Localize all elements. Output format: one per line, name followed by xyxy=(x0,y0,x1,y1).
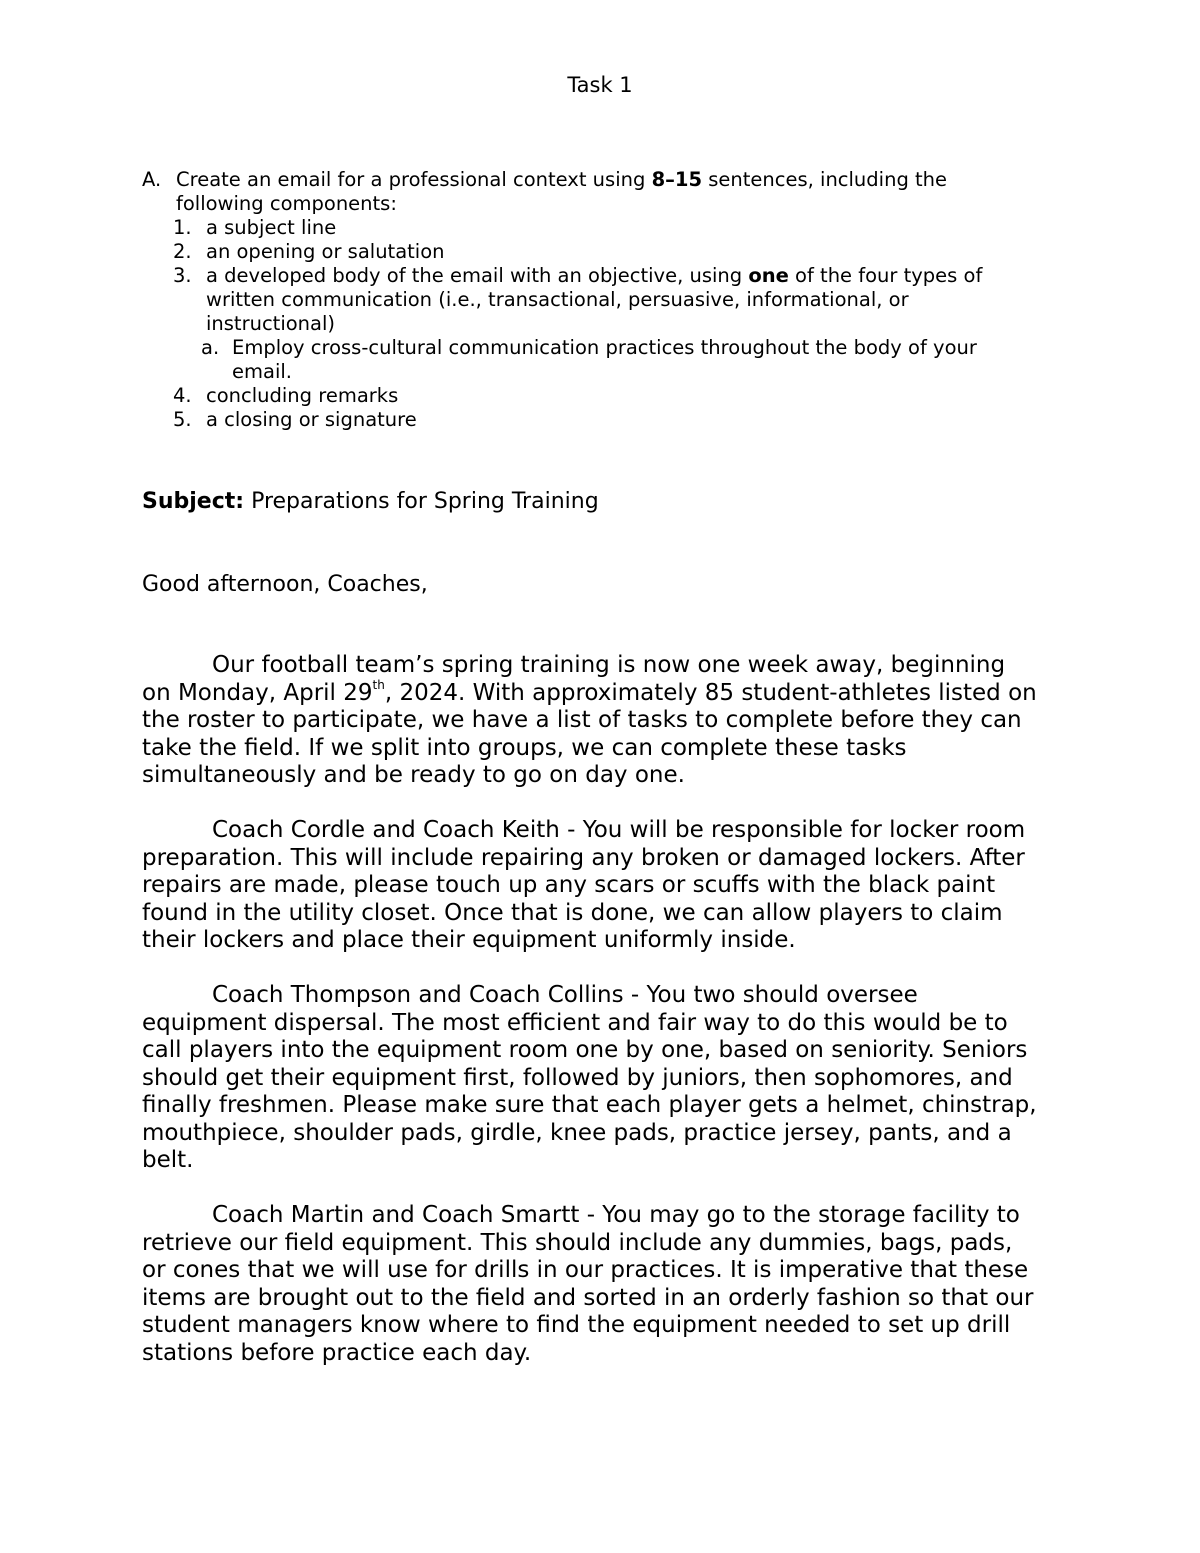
paragraph-line: student managers know where to find the equipment needed to set up drill xyxy=(142,1312,1011,1338)
paragraph-line: Coach Cordle and Coach Keith - You will be responsible for locker room xyxy=(212,817,1026,843)
subject-label: Subject: xyxy=(142,489,245,514)
paragraph-line: take the field. If we split into groups, we can complete these tasks xyxy=(142,734,907,761)
paragraph-line: found in the utility closet. Once that is done, we can allow players to claim xyxy=(142,899,1003,926)
paragraph-line: belt. xyxy=(142,1147,194,1173)
list-item-text: a developed body of the email with an objective, using xyxy=(206,264,749,287)
list-item-text: an opening or salutation xyxy=(206,240,445,263)
sub-list-item-text: Employ cross-cultural communication practices throughout the body of your xyxy=(232,336,977,359)
paragraph-line: mouthpiece, shoulder pads, girdle, knee pads, practice jersey, pants, and a xyxy=(142,1119,1012,1146)
list-item xyxy=(142,408,1042,432)
paragraph-line: Coach Thompson and Coach Collins - You two should oversee xyxy=(212,982,918,1008)
list-item-continued xyxy=(142,312,1042,336)
instruction-text: sentences, including the xyxy=(702,168,948,191)
list-item xyxy=(142,384,1042,408)
line-text: on Monday, April 29 xyxy=(142,679,373,706)
paragraph-line: stations before practice each day. xyxy=(142,1339,532,1366)
list-item xyxy=(142,240,1042,264)
list-item-text: a closing or signature xyxy=(206,408,417,431)
sub-list-item-text: email. xyxy=(232,360,292,383)
paragraph-line: the roster to participate, we have a list of tasks to complete before they can xyxy=(142,707,1022,733)
list-item-text: written communication (i.e., transactional, persuasive, informational, or xyxy=(206,288,909,311)
paragraph-line: finally freshmen. Please make sure that each player gets a helmet, chinstrap, xyxy=(142,1092,1037,1118)
email-greeting: Good afternoon, Coaches, xyxy=(142,572,428,597)
emphasis-text: one xyxy=(748,264,789,287)
ordinal-suffix: th xyxy=(372,677,385,692)
list-item xyxy=(142,216,1042,240)
paragraph-line: preparation. This will include repairing any broken or damaged lockers. After xyxy=(142,844,1025,871)
paragraph-line: should get their equipment first, followed by juniors, then sophomores, and xyxy=(142,1064,1013,1091)
sentence-count: 8–15 xyxy=(651,168,703,191)
paragraph-line: items are brought out to the field and sorted in an orderly fashion so that our xyxy=(142,1284,1034,1311)
line-text: , 2024. With approximately 85 student-athletes listed on xyxy=(384,679,1037,706)
instruction-item-a xyxy=(142,168,1042,192)
paragraph-line: retrieve our field equipment. This should include any dummies, bags, pads, xyxy=(142,1229,1013,1256)
list-marker: 3. xyxy=(173,264,192,287)
email-subject xyxy=(142,487,599,517)
list-marker: 4. xyxy=(173,384,192,407)
paragraph-line: Coach Martin and Coach Smartt - You may go to the storage facility to xyxy=(212,1202,1020,1228)
paragraph-line: simultaneously and be ready to go on day one. xyxy=(142,762,685,788)
sub-list-item xyxy=(142,336,1042,360)
paragraph-line xyxy=(142,677,1072,708)
list-item xyxy=(142,264,1042,288)
list-marker: 2. xyxy=(173,240,192,263)
list-marker: a. xyxy=(201,336,220,359)
list-item-continued xyxy=(142,288,1042,312)
paragraph-line: repairs are made, please touch up any scars or scuffs with the black paint xyxy=(142,872,996,898)
email-paragraph-intro xyxy=(142,652,1072,790)
page-title: Task 1 xyxy=(567,73,633,97)
paragraph-line: Our football team’s spring training is now one week away, beginning xyxy=(212,652,1006,678)
email-paragraph-field-equipment xyxy=(142,1202,1072,1367)
sub-list-item-continued xyxy=(142,360,1042,384)
instruction-item-a-continued xyxy=(142,192,1042,216)
paragraph-line: call players into the equipment room one by one, based on seniority. Seniors xyxy=(142,1037,1028,1063)
task-instructions xyxy=(142,168,1042,432)
paragraph-line: their lockers and place their equipment uniformly inside. xyxy=(142,927,796,953)
list-item-text: concluding remarks xyxy=(206,384,399,407)
instruction-text: following components: xyxy=(176,192,397,215)
list-item-text: instructional) xyxy=(206,312,336,335)
list-marker: 1. xyxy=(173,216,192,239)
email-paragraph-locker-room xyxy=(142,817,1072,955)
instruction-text: Create an email for a professional context using xyxy=(176,168,652,191)
paragraph-line: equipment dispersal. The most efficient and fair way to do this would be to xyxy=(142,1009,1008,1036)
list-item-text: a subject line xyxy=(206,216,337,239)
email-paragraph-equipment xyxy=(142,982,1072,1175)
paragraph-line: or cones that we will use for drills in our practices. It is imperative that these xyxy=(142,1257,1029,1283)
subject-text: Preparations for Spring Training xyxy=(244,489,599,514)
list-marker: A. xyxy=(142,168,162,191)
list-item-text: of the four types of xyxy=(788,264,983,287)
list-marker: 5. xyxy=(173,408,192,431)
